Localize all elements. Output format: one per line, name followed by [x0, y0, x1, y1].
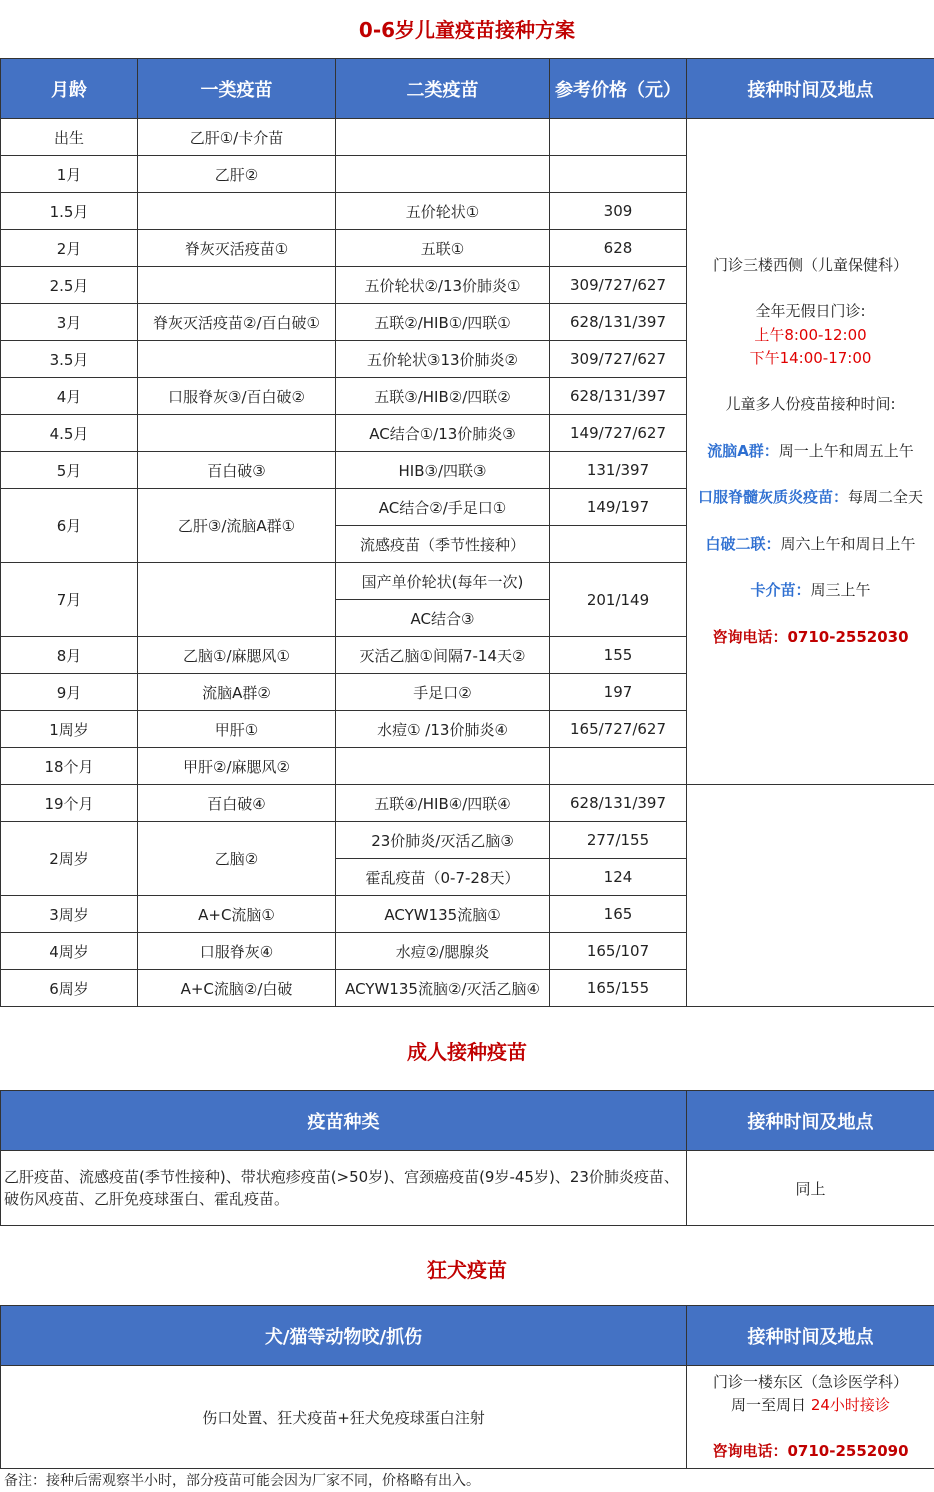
schedule-time: 每周二全天 — [848, 488, 924, 507]
rabies-section-title: 狂犬疫苗 — [427, 1258, 507, 1282]
class2-cell: HIB③/四联③ — [336, 452, 550, 489]
rabies-info-cell — [687, 1366, 934, 1469]
price-cell: 628/131/397 — [550, 378, 687, 415]
table-header-row — [1, 59, 934, 119]
age-cell: 18个月 — [1, 748, 138, 785]
age-cell: 3月 — [1, 304, 138, 341]
child-info-cell — [687, 119, 934, 785]
class1-cell: A+C流脑① — [138, 896, 336, 933]
age-cell: 2月 — [1, 230, 138, 267]
rabies-treatment: 伤口处置、狂犬疫苗+狂犬免疫球蛋白注射 — [1, 1366, 687, 1469]
adult-section-title: 成人接种疫苗 — [407, 1040, 527, 1064]
afternoon-hours: 下午14:00-17:00 — [749, 348, 872, 367]
open-label: 全年无假日门诊: — [755, 302, 866, 321]
table-row — [1, 119, 934, 156]
rabies-location: 门诊一楼东区（急诊医学科） — [712, 1372, 908, 1391]
price-cell: 165/107 — [550, 933, 687, 970]
price-cell: 165/155 — [550, 970, 687, 1007]
age-cell: 4月 — [1, 378, 138, 415]
table-header-row — [1, 1091, 934, 1151]
class1-cell: 乙脑② — [138, 822, 336, 896]
age-cell: 1周岁 — [1, 711, 138, 748]
table-header-row — [1, 1306, 934, 1366]
class2-cell: 五价轮状① — [336, 193, 550, 230]
class2-cell — [336, 156, 550, 193]
class1-cell: 口服脊灰③/百白破② — [138, 378, 336, 415]
class2-cell — [336, 748, 550, 785]
adult-vaccine-table — [0, 1090, 934, 1226]
price-cell — [550, 156, 687, 193]
price-cell: 277/155 — [550, 822, 687, 859]
price-cell: 628/131/397 — [550, 785, 687, 822]
schedule-item — [689, 579, 932, 602]
class1-cell: 百白破④ — [138, 785, 336, 822]
class2-cell — [336, 119, 550, 156]
class2-cell: 五联②/HIB①/四联① — [336, 304, 550, 341]
class2-cell: AC结合③ — [336, 600, 550, 637]
class1-cell — [138, 267, 336, 304]
child-schedule-title: 0-6岁儿童疫苗接种方案 — [358, 18, 576, 42]
age-cell: 出生 — [1, 119, 138, 156]
class2-cell: ACYW135流脑① — [336, 896, 550, 933]
price-cell — [550, 748, 687, 785]
rabies-consult-phone: 咨询电话：0710-2552090 — [712, 1442, 909, 1461]
child-vaccine-table — [0, 58, 934, 1007]
morning-hours: 上午8:00-12:00 — [754, 325, 867, 344]
class1-cell: 脊灰灭活疫苗②/百白破① — [138, 304, 336, 341]
header-bite-scratch: 犬/猫等动物咬/抓伤 — [1, 1306, 687, 1366]
table-row — [1, 785, 934, 822]
schedule-item — [689, 486, 932, 509]
class1-cell — [138, 563, 336, 637]
header-vaccine-type: 疫苗种类 — [1, 1091, 687, 1151]
class1-cell: 口服脊灰④ — [138, 933, 336, 970]
age-cell: 5月 — [1, 452, 138, 489]
price-cell — [550, 119, 687, 156]
age-cell: 7月 — [1, 563, 138, 637]
age-cell: 4周岁 — [1, 933, 138, 970]
price-cell: 309/727/627 — [550, 341, 687, 378]
age-cell: 6月 — [1, 489, 138, 563]
class2-cell: 五价轮状③13价肺炎② — [336, 341, 550, 378]
class2-cell: 五联③/HIB②/四联② — [336, 378, 550, 415]
header-time-location: 接种时间及地点 — [687, 1306, 934, 1366]
schedule-time: 周一上午和周五上午 — [778, 441, 914, 460]
table-row — [1, 1151, 934, 1226]
class2-cell: 国产单价轮状(每年一次) — [336, 563, 550, 600]
age-cell: 3周岁 — [1, 896, 138, 933]
class2-cell: AC结合①/13价肺炎③ — [336, 415, 550, 452]
schedule-time: 周三上午 — [810, 581, 871, 600]
price-cell: 165/727/627 — [550, 711, 687, 748]
age-cell: 3.5月 — [1, 341, 138, 378]
schedule-vaccine-name: 白破二联： — [705, 534, 781, 553]
class2-cell: 手足口② — [336, 674, 550, 711]
price-cell: 628 — [550, 230, 687, 267]
age-cell: 4.5月 — [1, 415, 138, 452]
schedule-vaccine-name: 卡介苗： — [750, 581, 811, 600]
price-cell: 309/727/627 — [550, 267, 687, 304]
rabies-table — [0, 1305, 934, 1469]
class2-cell: 流感疫苗（季节性接种） — [336, 526, 550, 563]
price-cell: 165 — [550, 896, 687, 933]
class1-cell: 乙肝①/卡介苗 — [138, 119, 336, 156]
class2-cell: 灭活乙脑①间隔7-14天② — [336, 637, 550, 674]
age-cell: 9月 — [1, 674, 138, 711]
age-cell: 2.5月 — [1, 267, 138, 304]
footnote: 备注：接种后需观察半小时，部分疫苗可能会因为厂家不同，价格略有出入。 — [4, 1473, 480, 1489]
adult-vaccine-list: 乙肝疫苗、流感疫苗(季节性接种)、带状疱疹疫苗(>50岁)、宫颈癌疫苗(9岁-45岁)、23价肺炎疫苗、破伤风疫苗、乙肝免疫球蛋白、霍乱疫苗。 — [1, 1151, 687, 1226]
class1-cell: 乙肝② — [138, 156, 336, 193]
header-time-location: 接种时间及地点 — [687, 1091, 934, 1151]
hours-prefix: 周一至周日 — [731, 1395, 807, 1414]
age-cell: 6周岁 — [1, 970, 138, 1007]
class1-cell — [138, 341, 336, 378]
class2-cell: 水痘②/腮腺炎 — [336, 933, 550, 970]
schedule-time: 周六上午和周日上午 — [780, 534, 916, 553]
class1-cell: A+C流脑②/白破 — [138, 970, 336, 1007]
schedule-vaccine-name: 流脑A群： — [707, 441, 779, 460]
age-cell: 19个月 — [1, 785, 138, 822]
class2-cell: AC结合②/手足口① — [336, 489, 550, 526]
header-class1: 一类疫苗 — [138, 59, 336, 119]
price-cell: 124 — [550, 859, 687, 896]
age-cell: 1月 — [1, 156, 138, 193]
class1-cell — [138, 415, 336, 452]
header-price: 参考价格（元） — [550, 59, 687, 119]
class1-cell: 脊灰灭活疫苗① — [138, 230, 336, 267]
class1-cell — [138, 193, 336, 230]
rabies-hours — [689, 1394, 932, 1417]
schedule-item — [689, 533, 932, 556]
header-time-location: 接种时间及地点 — [687, 59, 934, 119]
price-cell: 309 — [550, 193, 687, 230]
schedule-item — [689, 440, 932, 463]
multi-dose-label: 儿童多人份疫苗接种时间: — [725, 395, 896, 414]
class2-cell: 五价轮状②/13价肺炎① — [336, 267, 550, 304]
class1-cell: 流脑A群② — [138, 674, 336, 711]
price-cell: 628/131/397 — [550, 304, 687, 341]
class1-cell: 乙脑①/麻腮风① — [138, 637, 336, 674]
class2-cell: 五联① — [336, 230, 550, 267]
class2-cell: 霍乱疫苗（0-7-28天） — [336, 859, 550, 896]
class1-cell: 甲肝②/麻腮风② — [138, 748, 336, 785]
age-cell: 2周岁 — [1, 822, 138, 896]
price-cell: 197 — [550, 674, 687, 711]
header-class2: 二类疫苗 — [336, 59, 550, 119]
class2-cell: ACYW135流脑②/灭活乙脑④ — [336, 970, 550, 1007]
class1-cell: 甲肝① — [138, 711, 336, 748]
class1-cell: 乙肝③/流脑A群① — [138, 489, 336, 563]
class1-cell: 百白破③ — [138, 452, 336, 489]
price-cell: 149/727/627 — [550, 415, 687, 452]
hours-highlight: 24小时接诊 — [810, 1395, 890, 1414]
class2-cell: 水痘① /13价肺炎④ — [336, 711, 550, 748]
age-cell: 1.5月 — [1, 193, 138, 230]
adult-location: 同上 — [687, 1151, 934, 1226]
price-cell: 131/397 — [550, 452, 687, 489]
header-age: 月龄 — [1, 59, 138, 119]
table-row — [1, 1366, 934, 1469]
price-cell — [550, 526, 687, 563]
age-cell: 8月 — [1, 637, 138, 674]
class2-cell: 23价肺炎/灭活乙脑③ — [336, 822, 550, 859]
class2-cell: 五联④/HIB④/四联④ — [336, 785, 550, 822]
schedule-vaccine-name: 口服脊髓灰质炎疫苗： — [697, 488, 848, 507]
child-consult-phone: 咨询电话：0710-2552030 — [712, 627, 909, 646]
price-cell: 155 — [550, 637, 687, 674]
clinic-location: 门诊三楼西侧（儿童保健科） — [712, 255, 908, 274]
info-cell-blank — [687, 785, 934, 1007]
price-cell: 149/197 — [550, 489, 687, 526]
price-cell: 201/149 — [550, 563, 687, 637]
